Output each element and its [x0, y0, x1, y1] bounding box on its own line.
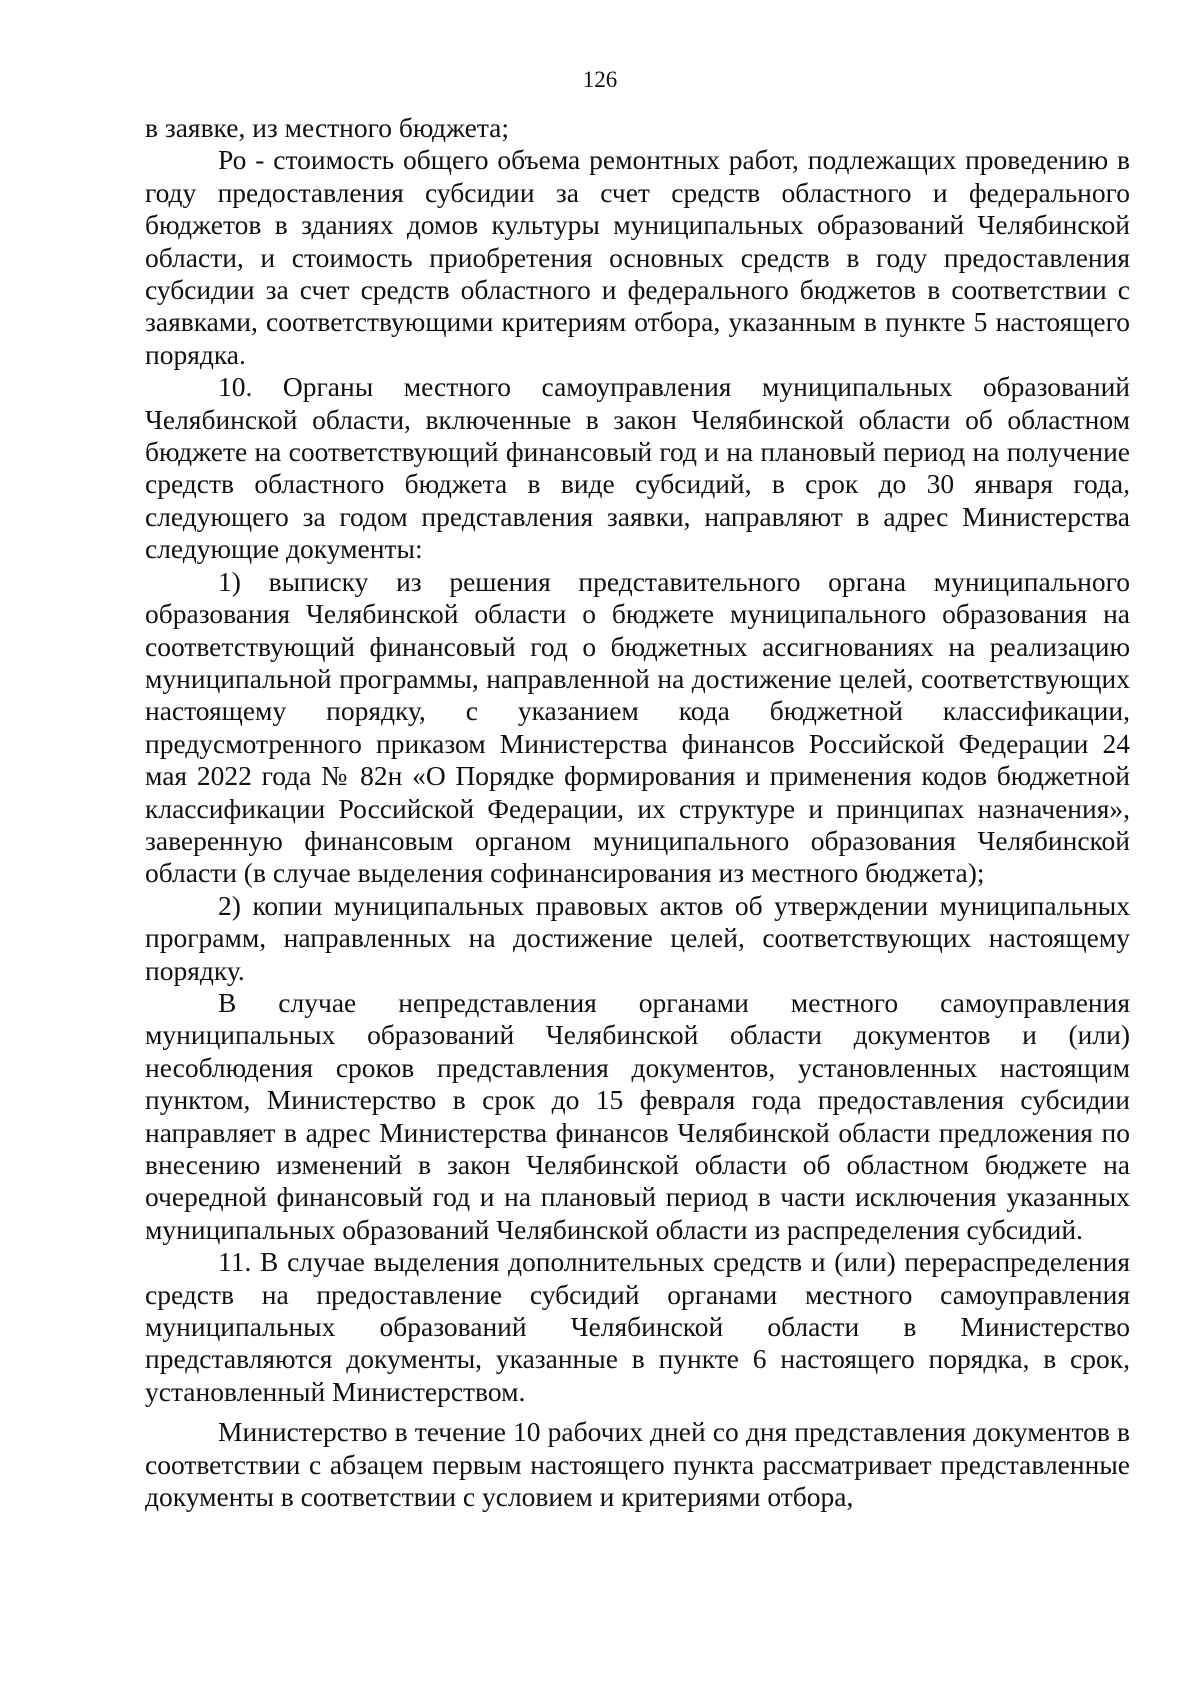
paragraph-ministry-review: Министерство в течение 10 рабочих дней со дня представления документов в соответствии с абзацем первым настоящего пункта рассматривает представленные документы в соответствии с условием и критериями отбора, [145, 1416, 1130, 1513]
paragraph-item-11: 11. В случае выделения дополнительных средств и (или) перераспределения средств на предоставление субсидий органами местного самоуправления муниципальных образований Челябинской области в Министерство представляются документы, указанные в пункте 6 настоящего порядка, в срок, установленный Министерством. [145, 1246, 1130, 1407]
document-body [145, 112, 1130, 1513]
paragraph-non-submission: В случае непредставления органами местного самоуправления муниципальных образований Челябинской области документов и (или) несоблюдения сроков представления документов, установленных настоящим пунктом, Министерство в срок до 15 февраля года предоставления субсидии направляет в адрес Министерства финансов Челябинской области предложения по внесению изменений в закон Челябинской области об областном бюджете на очередной финансовый год и на плановый период в части исключения указанных муниципальных образований Челябинской области из распределения субсидий. [145, 986, 1130, 1245]
page-number: 126 [582, 67, 618, 92]
paragraph-subitem-2: 2) копии муниципальных правовых актов об утверждении муниципальных программ, направленных на достижение целей, соответствующих настоящему порядку. [145, 889, 1130, 986]
paragraph-subitem-1: 1) выписку из решения представительного органа муниципального образования Челябинской области о бюджете муниципального образования на соответствующий финансовый год о бюджетных ассигнованиях на реализацию муниципальной программы, направленной на достижение целей, соответствующих настоящему порядку, с указанием кода бюджетной классификации, предусмотренного приказом Министерства финансов Российской Федерации 24 мая 2022 года № 82н «О Порядке формирования и применения кодов бюджетной классификации Российской Федерации, их структуре и принципах назначения», заверенную финансовым органом муниципального образования Челябинской области (в случае выделения софинансирования из местного бюджета); [145, 565, 1130, 889]
paragraph-item-10: 10. Органы местного самоуправления муниципальных образований Челябинской области, включенные в закон Челябинской области об областном бюджете на соответствующий финансовый год и на плановый период на получение средств областного бюджета в виде субсидий, в срок до 30 января года, следующего за годом представления заявки, направляют в адрес Министерства следующие документы: [145, 371, 1130, 565]
paragraph-po-definition: Ро - стоимость общего объема ремонтных работ, подлежащих проведению в году предоставления субсидии за счет средств областного и федерального бюджетов в зданиях домов культуры муниципальных образований Челябинской области, и стоимость приобретения основных средств в году предоставления субсидии за счет средств областного и федерального бюджетов в соответствии с заявками, соответствующими критериям отбора, указанным в пункте 5 настоящего порядка. [145, 144, 1130, 370]
paragraph-continuation: в заявке, из местного бюджета; [145, 112, 510, 143]
